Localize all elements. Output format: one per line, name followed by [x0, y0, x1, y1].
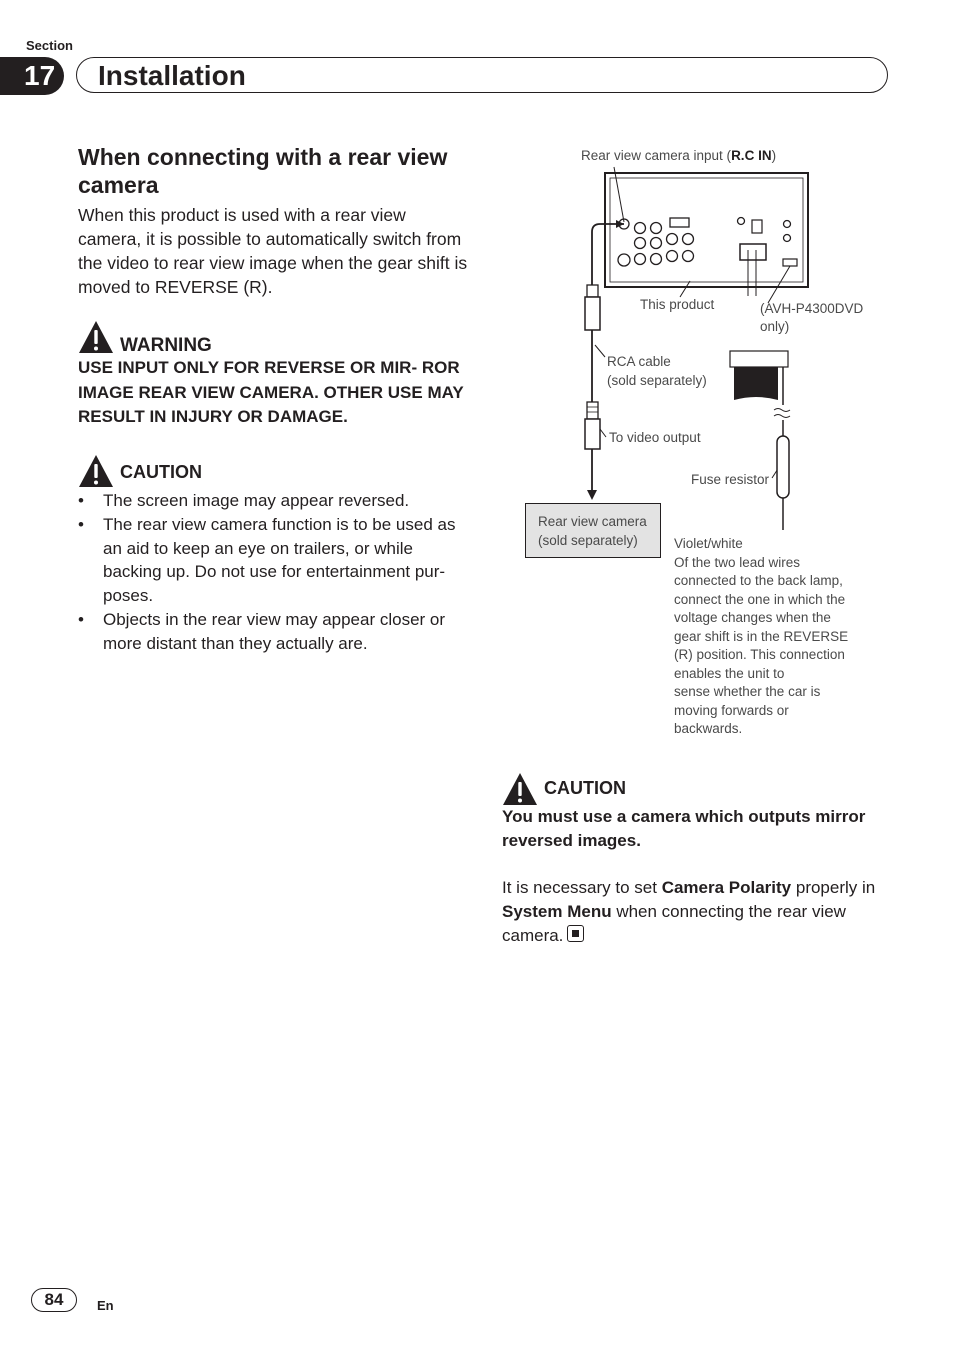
list-item: • The screen image may appear reversed.: [78, 491, 410, 510]
language-code: En: [97, 1298, 114, 1313]
wire-note: [674, 535, 874, 739]
fuse-resistor-label: Fuse resistor: [691, 472, 770, 487]
caution-title: CAUTION: [120, 462, 202, 482]
this-product-label: This product: [640, 297, 715, 312]
polarity-text: It is necessary to set: [502, 878, 662, 897]
connection-diagram: [520, 140, 820, 560]
polarity-text: when connecting the rear view camera.: [502, 902, 846, 945]
wire-note-line: (R) position. This connection: [674, 647, 845, 662]
rc-in-suffix: ): [771, 148, 777, 163]
warning-title: WARNING: [120, 335, 212, 356]
rca-sold-separately: (sold separately): [607, 373, 707, 388]
video-output-label: To video output: [609, 430, 701, 445]
warning-text: USE INPUT ONLY FOR REVERSE OR MIR- ROR IMAGE REAR VIEW CAMERA. OTHER USE MAY RESULT IN INJURY OR DAMAGE.: [78, 358, 464, 426]
section-heading: When connecting with a rear view camera: [78, 144, 448, 198]
intro-paragraph: When this product is used with a rear view camera, it is possible to automatically switch from the video to rear view image when the gear shift is moved to REVERSE (R).: [78, 205, 468, 297]
section-label: Section: [26, 38, 73, 53]
camera-polarity-setting: Camera Polarity: [661, 878, 792, 897]
rc-in-prefix: Rear view camera input (: [581, 148, 732, 163]
caution-item-text: The rear view camera function is to be used as an aid to keep an eye on trailers, or while backing up. Do not use for entertainment pur- poses.: [103, 514, 456, 606]
camera-label-line2: (sold separately): [538, 532, 638, 548]
wire-note-line: moving forwards or: [674, 702, 789, 718]
wire-note-line: Of the two lead wires: [674, 554, 801, 570]
section-number: 17: [0, 57, 64, 95]
wire-note-line: voltage changes when the: [674, 610, 831, 625]
polarity-note: [502, 876, 894, 948]
caution-list: [78, 489, 473, 656]
model-note-line1: (AVH-P4300DVD: [760, 301, 864, 316]
model-note-line2: only): [760, 319, 790, 334]
rear-camera-box: [525, 503, 661, 558]
wire-note-line: sense whether the car is: [674, 684, 821, 699]
system-menu-setting: System Menu: [502, 902, 612, 921]
wire-note-line: enables the unit to: [674, 665, 785, 681]
wire-note-line: gear shift is in the REVERSE: [674, 628, 849, 644]
caution-item-text: The screen image may appear reversed.: [103, 491, 410, 510]
camera-label-line1: Rear view camera: [538, 514, 647, 529]
caution-icon: [78, 454, 114, 488]
wire-note-line: Violet/white: [674, 536, 743, 551]
list-item: • Objects in the rear view may appear closer or more distant than they actually are.: [78, 609, 446, 653]
caution-item-text: Objects in the rear view may appear closer or more distant than they actually are.: [103, 609, 446, 653]
warning-icon: [78, 320, 114, 354]
wire-note-line: backwards.: [674, 721, 743, 736]
page-title: Installation: [98, 60, 246, 91]
caution2-title: CAUTION: [544, 778, 626, 798]
wire-note-line: connected to the back lamp,: [674, 573, 843, 588]
wire-note-line: connect the one in which the: [674, 591, 846, 607]
rc-in-label: [581, 147, 776, 166]
end-mark-icon: [567, 925, 584, 942]
page-number: 84: [31, 1288, 77, 1312]
caution2-text: You must use a camera which outputs mirror reversed images.: [502, 807, 866, 850]
rc-in-terminal: R.C IN: [731, 148, 772, 163]
caution-icon: [502, 772, 538, 806]
rca-cable-label: RCA cable: [607, 354, 671, 369]
polarity-text: properly in: [791, 878, 876, 897]
list-item: • The rear view camera function is to be used as an aid to keep an eye on trailers, or while backing up. Do not use for entertainment pur- poses.: [78, 514, 456, 606]
